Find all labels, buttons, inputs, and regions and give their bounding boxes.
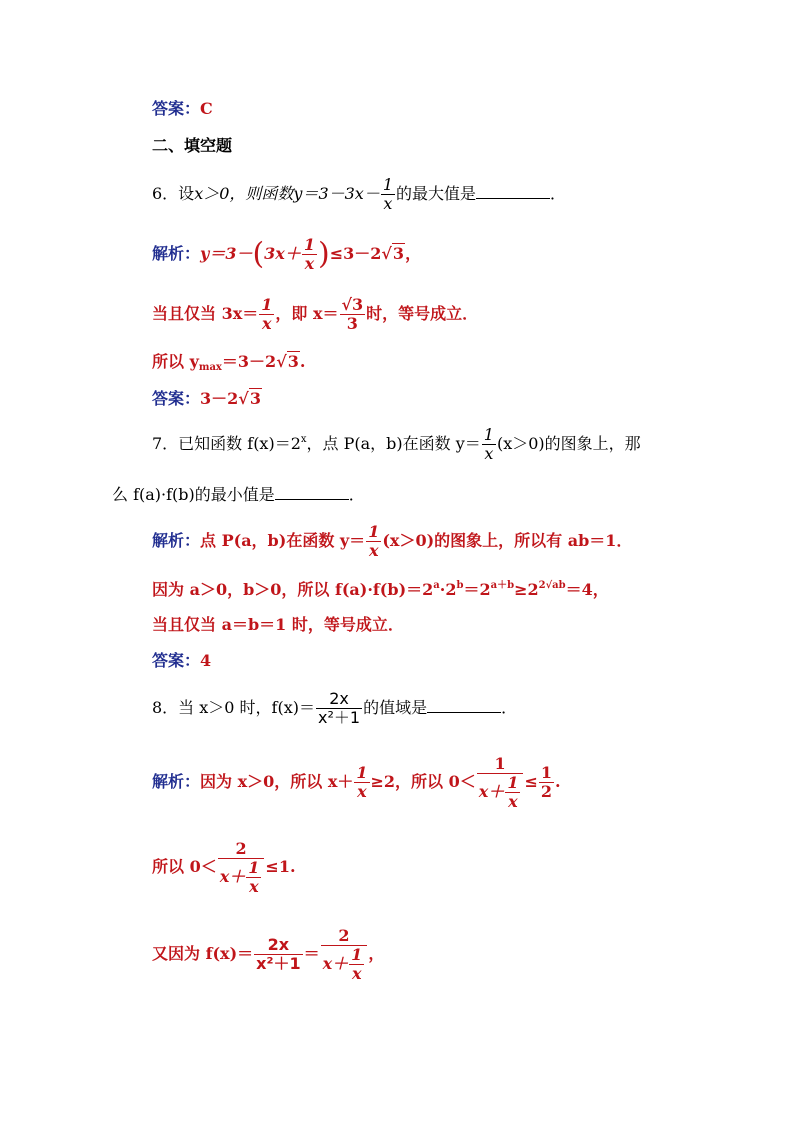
- q8-a3-part-c: ，: [368, 944, 385, 963]
- q7-l2-text: 么 f(a)·f(b)的最小值是: [112, 485, 275, 504]
- frac-den: x: [249, 876, 259, 896]
- frac-num: 1: [303, 235, 315, 254]
- q6-a2-part-c: 时，等号成立．: [366, 304, 479, 323]
- q8-a1-part-c: ≤: [524, 772, 538, 791]
- frac-num: 1: [368, 522, 380, 541]
- superscript: x: [300, 434, 307, 445]
- q8-a1-complex-fraction: [477, 755, 524, 811]
- q7-a1-part-a: 点 P(a，b)在函数 y＝: [200, 531, 366, 550]
- inner-fraction: [349, 946, 364, 983]
- inner-fraction: [505, 774, 520, 811]
- q6-prefix: 6．设: [152, 184, 195, 203]
- q6-condition: x＞0，则函数: [194, 184, 294, 203]
- frac-den: 2: [540, 782, 552, 801]
- frac-num: √3: [341, 295, 364, 314]
- frac-den: x: [368, 541, 379, 560]
- q7-a2-part-a: 因为 a＞0，b＞0，所以 f(a)·f(b)＝2: [152, 580, 434, 599]
- q7-fraction: [482, 426, 496, 463]
- frac-num: 1: [351, 944, 363, 964]
- frac-num: 1: [248, 857, 260, 877]
- answer-label: 答案：: [152, 389, 201, 408]
- frac-den: x²＋1: [256, 954, 301, 973]
- q6-a1-part-a: y＝3－: [200, 244, 253, 263]
- q6-function: y＝3－3x－: [293, 184, 380, 203]
- frac-den: x: [484, 444, 494, 463]
- q7-a2-part-b: ·2: [439, 580, 457, 599]
- frac-num: 1: [356, 763, 368, 782]
- frac-den: x: [304, 254, 315, 273]
- frac-den: x: [357, 782, 367, 801]
- frac-num: 2: [218, 840, 265, 859]
- q8-analysis-line-2: [152, 827, 296, 907]
- q6-analysis-line-1: [152, 232, 421, 276]
- superscript: a: [433, 580, 440, 591]
- q8-fraction: [316, 690, 362, 727]
- section-heading: 二、填空题: [152, 136, 233, 155]
- question-8: [152, 686, 517, 730]
- q8-a1-part-d: .: [555, 772, 561, 791]
- q8-a2-complex-fraction: [218, 840, 265, 896]
- frac-num: 1: [483, 425, 494, 444]
- q6-tail: 的最大值是: [396, 184, 477, 203]
- sqrt-3: √3: [276, 352, 299, 371]
- radicand: 3: [249, 389, 261, 408]
- q7-a2-part-d: ≥2: [514, 580, 539, 599]
- frac-num: 1: [477, 755, 524, 774]
- q6-a3-part-c: .: [299, 352, 306, 371]
- frac-den: [477, 774, 524, 811]
- analysis-label: 解析：: [152, 244, 201, 263]
- q8-a3-part-b: ＝: [303, 944, 320, 963]
- q8-a3-complex-fraction: [321, 927, 368, 983]
- q6-fraction: [381, 176, 395, 213]
- q8-blank[interactable]: [427, 698, 501, 713]
- den-part: x＋: [478, 781, 505, 801]
- frac-den: [218, 859, 265, 896]
- q7-a2-part-c: ＝2: [463, 580, 491, 599]
- question-7-line-1: [152, 422, 641, 466]
- frac-den: x²＋1: [318, 708, 361, 727]
- frac-num: 1: [540, 763, 552, 782]
- q7-analysis-line-2: [152, 580, 609, 600]
- q7-l1-part-b: ，点 P(a，b)在函数 y＝: [306, 434, 481, 453]
- frac-den: [321, 946, 368, 983]
- q8-analysis-line-3: [152, 914, 384, 994]
- q6-a2-part-a: 当且仅当 3x＝: [152, 304, 259, 323]
- left-paren: (: [252, 236, 265, 272]
- q8-a2-part-a: 所以 0＜: [152, 857, 217, 876]
- answer-value: 3－2: [200, 389, 239, 408]
- q8-a1-fraction-3: [539, 764, 554, 801]
- frac-num: 2x: [254, 936, 302, 955]
- frac-num: 1: [507, 772, 519, 792]
- q7-a2-part-e: ＝4，: [565, 580, 609, 599]
- q7-a1-fraction: [366, 523, 381, 560]
- frac-den: x: [508, 791, 518, 811]
- frac-den: x: [351, 963, 362, 983]
- q7-analysis-line-1: [152, 519, 632, 563]
- question-6: [152, 172, 566, 216]
- q8-analysis-line-1: [152, 746, 561, 818]
- q6-frac-den: x: [383, 194, 393, 213]
- analysis-label: 解析：: [152, 531, 201, 550]
- q6-a2-fraction: [259, 296, 274, 333]
- radicand: 3: [392, 244, 405, 263]
- q8-end: ．: [501, 698, 518, 717]
- q7-answer: [152, 651, 211, 671]
- answer-value: 4: [200, 651, 212, 670]
- q8-a1-fraction: [354, 764, 369, 801]
- answer-label: 答案：: [152, 651, 201, 670]
- frac-den: 3: [346, 314, 358, 333]
- frac-num: 2: [321, 927, 368, 946]
- frac-num: 2x: [316, 690, 362, 709]
- sqrt-3: √3: [238, 389, 261, 408]
- q8-a3-fraction: [254, 936, 302, 973]
- q6-analysis-line-2: [152, 292, 478, 336]
- q7-analysis-line-3: 当且仅当 a＝b＝1 时，等号成立．: [152, 615, 404, 634]
- q7-a1-part-b: (x＞0)的图象上，所以有 ab＝1．: [382, 531, 633, 550]
- q6-a1-part-d: ，: [405, 244, 422, 263]
- inner-fraction: [246, 859, 261, 896]
- superscript: 2√ab: [538, 580, 566, 591]
- question-7-line-2: [112, 485, 365, 505]
- q7-l2-end: ．: [348, 485, 365, 504]
- superscript: b: [456, 580, 464, 591]
- q6-a2-fraction-2: [340, 296, 366, 333]
- frac-num: 1: [261, 295, 273, 314]
- q6-end: ．: [550, 184, 567, 203]
- q6-a3-part-b: ＝3－2: [221, 352, 277, 371]
- q8-a2-part-b: ≤1.: [265, 857, 296, 876]
- q7-l1-part-c: (x＞0)的图象上，那: [496, 434, 641, 453]
- q5-answer: [152, 99, 213, 119]
- radicand: 3: [287, 352, 299, 371]
- q8-part-b: 的值域是: [363, 698, 428, 717]
- answer-value: C: [200, 99, 213, 118]
- den-part: x＋: [322, 953, 349, 973]
- q6-answer: [152, 389, 262, 409]
- q8-a1-part-b: ≥2，所以 0＜: [370, 772, 476, 791]
- q8-part-a: 8．当 x＞0 时，f(x)＝: [152, 698, 315, 717]
- q6-a1-part-c: ≤3－2: [329, 244, 382, 263]
- q6-analysis-line-3: [152, 352, 305, 372]
- q6-a3-part-a: 所以 y: [152, 352, 199, 371]
- q6-a2-part-b: ，即 x＝: [275, 304, 339, 323]
- q8-a1-part-a: 因为 x＞0，所以 x＋: [200, 772, 354, 791]
- q8-a3-part-a: 又因为 f(x)＝: [152, 944, 254, 963]
- q6-a1-part-b: 3x＋: [264, 244, 301, 263]
- right-paren: ): [318, 236, 330, 272]
- subscript-max: max: [198, 362, 222, 373]
- den-part: x＋: [219, 866, 246, 886]
- q6-frac-num: 1: [382, 175, 394, 194]
- analysis-label: 解析：: [152, 772, 201, 791]
- q7-l1-part-a: 7．已知函数 f(x)＝2: [152, 434, 301, 453]
- sqrt-3: √3: [381, 244, 405, 263]
- q6-a1-fraction: [302, 236, 317, 273]
- superscript: a＋b: [490, 580, 515, 591]
- q7-blank[interactable]: [275, 485, 349, 500]
- q6-blank[interactable]: [476, 184, 550, 199]
- frac-den: x: [262, 314, 272, 333]
- answer-label: 答案：: [152, 99, 201, 118]
